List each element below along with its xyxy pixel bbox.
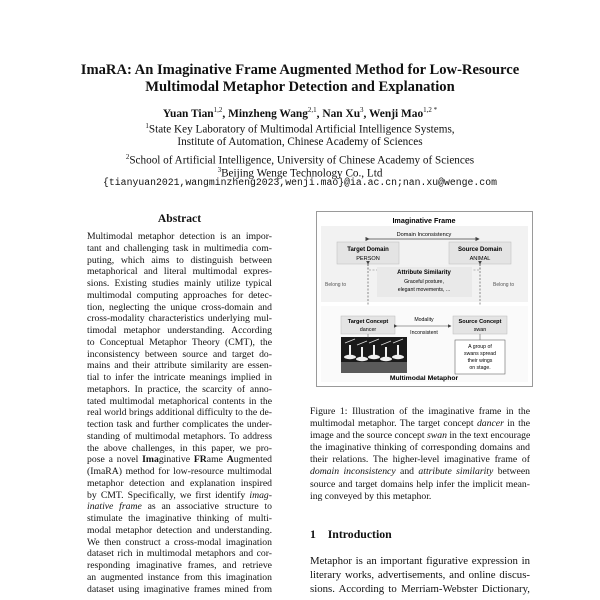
text-line: cross-modality characteristics underlying mul- (87, 313, 272, 325)
text-line: real world brings additional difficulty to the de- (87, 407, 272, 419)
text-line: responding imaginative frames, and retrieve (87, 560, 272, 571)
attribute-similarity-label: Attribute Similarity (397, 270, 451, 276)
section-number: 1 (310, 527, 316, 541)
text-line: mains and their attribute similarity are essen- (87, 360, 272, 372)
text-line: (ImaRA) method for low-resource multimodal (87, 466, 272, 477)
source-domain-label: Source Domain (457, 247, 503, 253)
title-line: ImaRA: An Imaginative Frame Augmented Method for Low-Resource (80, 62, 520, 78)
text-line: by CMT. Specifically, we first identify imag- (87, 489, 272, 501)
imaginative-frame-diagram (317, 212, 532, 386)
source-concept-label: Source Concept (458, 319, 502, 325)
text-line: multimodal metaphor. The target concept dancer in the (310, 418, 530, 430)
affiliation-text: School of Artificial Intelligence, University of Chinese Academy of Sciences (129, 154, 475, 167)
text-line: the above challenges, in this paper, we pro- (87, 442, 272, 454)
text-line: the imaginative thinking of corresponding domains and (310, 442, 530, 454)
text-line: We then construct a cross-modal imagination (87, 536, 272, 548)
target-concept-value: dancer (359, 327, 377, 333)
text-line: dataset using imaginative frames mined from (87, 583, 272, 595)
author-name: Yuan Tian (162, 107, 214, 120)
author-affil-mark: 3 (360, 106, 364, 114)
text-line: literary works, advertisements, and online discus- (310, 569, 530, 582)
belong-to-label: Belong to (325, 282, 347, 288)
introduction-body (310, 554, 530, 597)
affiliation-text: Institute of Automation, Chinese Academy of Sciences (177, 136, 423, 148)
text-line: source and target domains help infer the implicit mean- (310, 478, 530, 490)
text-line: dataset rich in multimodal metaphors and cor- (87, 548, 272, 560)
section-heading (310, 527, 392, 542)
multimodal-metaphor-label: Multimodal Metaphor (389, 375, 459, 382)
text-line: standing of multimodal metaphors. To address (87, 430, 272, 442)
attribute-similarity-text: Graceful posture, (404, 279, 444, 285)
source-concept-value: swan (473, 327, 487, 333)
text-line: tant and challenging task in multimedia com- (87, 242, 272, 254)
affiliation-text: Beijing Wenge Technology Co., Ltd (221, 167, 383, 180)
text-line: to Conceptual Metaphor Theory (CMT), the (87, 336, 272, 348)
modality-label: Inconsistent (410, 330, 438, 336)
target-domain-value: PERSON (356, 256, 380, 262)
affiliation-mark: 2 (125, 153, 130, 161)
text-line: Multimodal metaphor detection is an impor- (87, 231, 272, 242)
affiliation-text: State Key Laboratory of Multimodal Artificial Intelligence Systems, (148, 123, 455, 136)
author-affil-mark: 2,1 (307, 106, 317, 114)
text-line: sions. According to Merriam-Webster Dictionary, (310, 583, 530, 596)
text-box-line: their wings (467, 358, 493, 364)
author-affil-mark: 1,2 * (423, 106, 438, 114)
author-affil-mark: 1,2 (213, 106, 223, 114)
text-line: their relations. The higher-level imaginative frame of (310, 454, 530, 466)
text-line: metaphorical and literal multimodal expres- (87, 266, 272, 278)
text-line: metaphors. In practice, the scarcity of anno- (87, 383, 272, 395)
figure-1 (316, 211, 533, 387)
figure-frame-title: Imaginative Frame (392, 216, 456, 225)
abstract-body (87, 231, 272, 595)
paper-title (20, 62, 580, 96)
text-line: ing conveyed by this metaphor. (310, 490, 432, 502)
section-title: Introduction (327, 527, 392, 541)
modality-label: Modality (414, 317, 434, 323)
ballet-dancers-image (341, 337, 407, 373)
text-line: inative frame as an associative structure to (87, 501, 272, 513)
author-name: Wenji Mao (369, 107, 424, 120)
text-line: an augmented instance from this imagination (87, 571, 272, 583)
text-line: Figure 1: Illustration of the imaginative frame in the (310, 406, 530, 417)
affiliation-mark: 3 (217, 166, 222, 174)
attribute-similarity-text: elegant movements, ... (397, 287, 451, 293)
author-list: Yuan Tian$^{1,2}$, Minzheng Wang$^{2,1}$, Nan Xu$^3$, Wenji Mao$^{1,2 *}$ (162, 106, 438, 120)
text-line: domain inconsistency and attribute similarity between (310, 466, 530, 478)
title-line: Multimodal Metaphor Detection and Explanation (145, 79, 455, 95)
text-line: timodal metaphor understanding. According (87, 325, 272, 336)
target-domain-label: Target Domain (347, 247, 389, 253)
author-emails[interactable]: {tianyuan2021,wangminzheng2023,wenji.mao}@ia.ac.cn;nan.xu@wenge.com (103, 177, 497, 188)
text-box-line: swans spread (463, 351, 497, 357)
text-line: sions. Existing studies mainly utilize typical (87, 278, 272, 289)
text-line: inconsistency between source and target do- (87, 348, 272, 360)
text-line: tion, neglecting the unique cross-domain and (87, 301, 272, 313)
text-line: multimodal computing approaches for detec- (87, 289, 272, 301)
figure-caption (310, 406, 530, 503)
text-line: image and the source concept swan in the text encourage (310, 430, 531, 442)
author-name: Nan Xu (322, 107, 361, 120)
source-domain-value: ANIMAL (469, 256, 491, 262)
text-box-line: on stage. (469, 365, 491, 371)
text-line: tated multimodal metaphorical contents in the (87, 395, 272, 407)
belong-to-label: Belong to (493, 282, 515, 288)
text-line: modal metaphor detection and understanding. (87, 524, 272, 536)
text-line: metaphor detection and explanation inspired (87, 477, 272, 489)
target-concept-label: Target Concept (347, 319, 389, 325)
text-line: stimulate the imaginative thinking of multi- (87, 513, 272, 524)
affiliation-line (20, 135, 580, 150)
text-line: puting, which aims to distinguish between (87, 254, 272, 266)
text-line: tial to infer the intricate meanings implied in (87, 372, 272, 383)
text-box-line: A group of (468, 344, 492, 350)
text-line: Metaphor is an important figurative expression in (310, 555, 530, 567)
text-line: pose a novel Imaginative FRame Augmented (87, 454, 272, 466)
abstract-heading: Abstract (157, 212, 202, 225)
affiliation-mark: 1 (145, 122, 149, 130)
author-name: Minzheng Wang (228, 107, 308, 120)
text-line: tection task and further complicates the under- (87, 419, 272, 430)
domain-inconsistency-label: Domain Inconsistency (396, 232, 452, 238)
